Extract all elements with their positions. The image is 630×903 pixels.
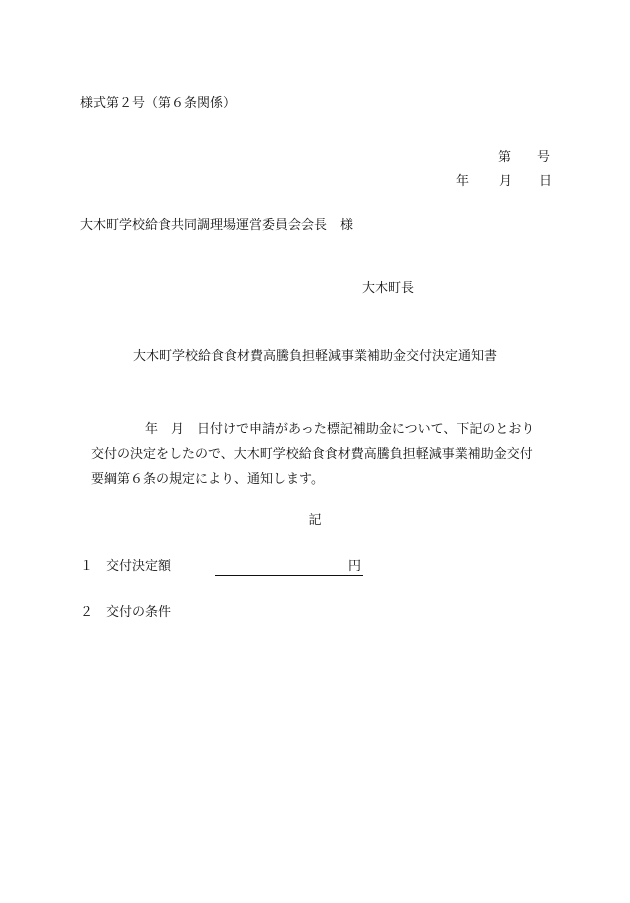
date-day: 日	[539, 174, 553, 189]
number-prefix: 第	[498, 150, 512, 165]
item-grant-conditions	[80, 605, 171, 621]
body-line-3: 要綱第６条の規定により、通知します。	[91, 472, 324, 487]
item-label: 交付の条件	[106, 605, 172, 620]
body-line-1: 年 月 日付けで申請があった標記補助金について、下記のとおり	[145, 422, 535, 437]
item-number: １	[80, 559, 94, 574]
amount-unit: 円	[347, 559, 361, 574]
item-grant-amount	[80, 559, 171, 575]
body-line-2: 交付の決定をしたので、大木町学校給食食材費高騰負担軽減事業補助金交付	[91, 447, 533, 462]
date-year: 年	[456, 174, 470, 189]
sender: 大木町長	[362, 281, 415, 296]
amount-blank-line	[215, 559, 363, 576]
addressee: 大木町学校給食共同調理場運営委員会会長 様	[80, 218, 354, 233]
note-heading: 記	[308, 513, 322, 528]
document-title: 大木町学校給食食材費高騰負担軽減事業補助金交付決定通知書	[132, 349, 497, 364]
number-suffix: 号	[536, 150, 550, 165]
date-month: 月	[499, 174, 513, 189]
item-label: 交付決定額	[106, 559, 172, 574]
body-paragraph	[80, 417, 552, 492]
form-label: 様式第２号（第６条関係）	[80, 96, 237, 111]
item-number: ２	[80, 605, 94, 620]
